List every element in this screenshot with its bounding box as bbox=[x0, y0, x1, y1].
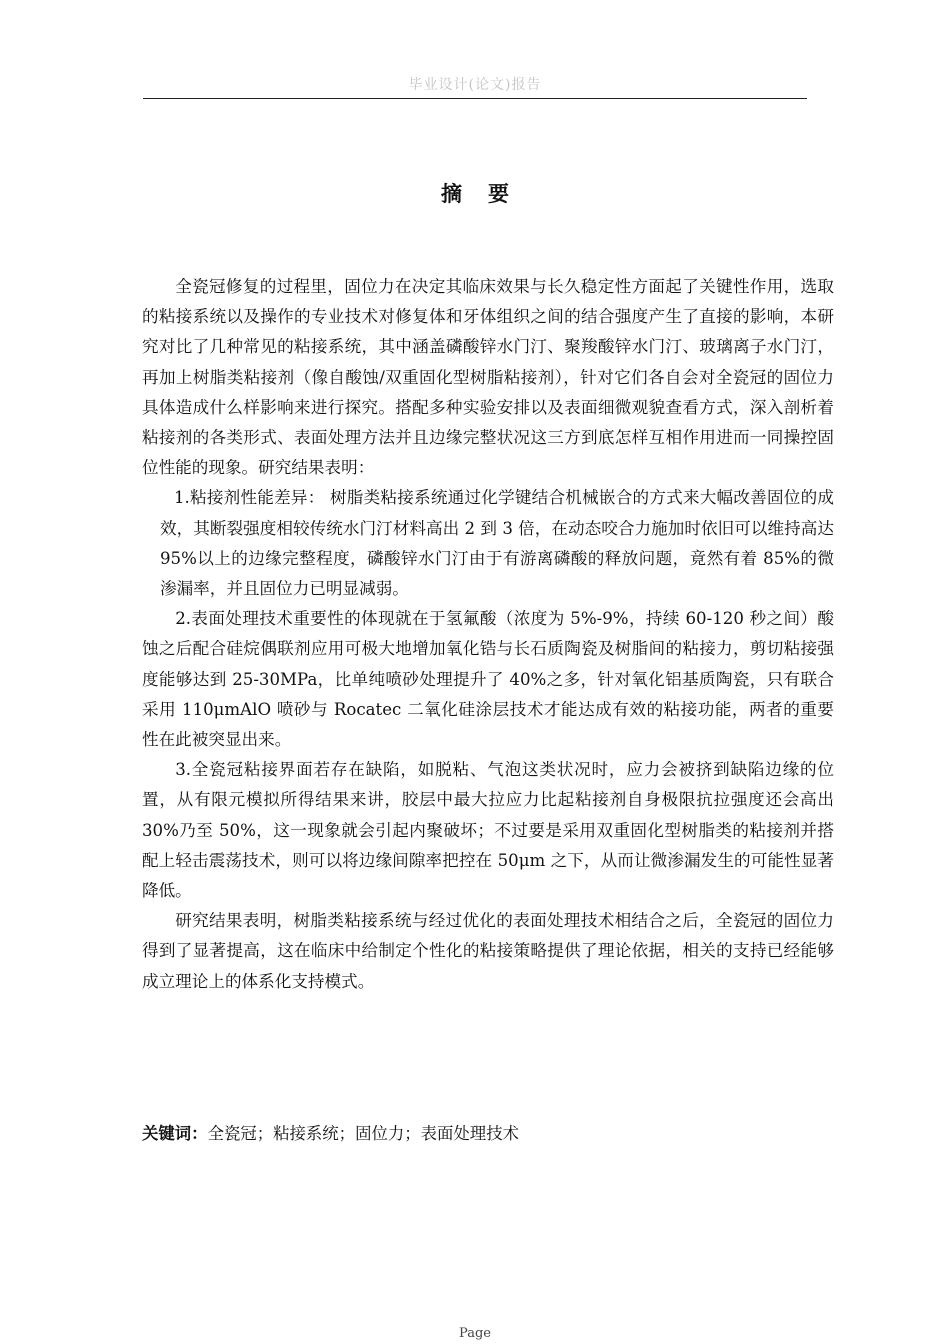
finding-item-1: 1.粘接剂性能差异： 树脂类粘接系统通过化学键结合机械嵌合的方式来大幅改善固位的成效，其断裂强度相较传统水门汀材料高出 2 到 3 倍，在动态咬合力施加时依旧可以维持高达 95%以上的边缘完整程度，磷酸锌水门汀由于有游离磷酸的释放问题，竟然有着 85%的微渗漏率，并且固位力已明显减弱。 bbox=[160, 488, 834, 599]
header-rule bbox=[143, 98, 807, 99]
finding-item-3: 3.全瓷冠粘接界面若存在缺陷，如脱粘、气泡这类状况时，应力会被挤到缺陷边缘的位置，从有限元模拟所得结果来讲，胶层中最大拉应力比起粘接剂自身极限抗拉强度还会高出 30%乃至 50%，这一现象就会引起内聚破坏；不过要是采用双重固化型树脂类的粘接剂并搭配上轻击震荡技术，则可以将边缘间隙率把控在 50μm 之下，从而让微渗漏发生的可能性显著降低。 bbox=[142, 760, 834, 901]
keywords-line bbox=[142, 1120, 519, 1144]
abstract-paragraph-intro: 全瓷冠修复的过程里，固位力在决定其临床效果与长久稳定性方面起了关键性作用，选取的粘接系统以及操作的专业技术对修复体和牙体组织之间的结合强度产生了直接的影响，本研究对比了几种常见的粘接系统，其中涵盖磷酸锌水门汀、聚羧酸锌水门汀、玻璃离子水门汀，再加上树脂类粘接剂（像自酸蚀/双重固化型树脂粘接剂），针对它们各自会对全瓷冠的固位力具体造成什么样影响来进行探究。搭配多种实验安排以及表面细微观貌查看方式，深入剖析着粘接剂的各类形式、表面处理方法并且边缘完整状况这三方到底怎样互相作用进而一同操控固位性能的现象。研究结果表明： bbox=[142, 277, 834, 478]
abstract-paragraph-conclusion: 研究结果表明，树脂类粘接系统与经过优化的表面处理技术相结合之后，全瓷冠的固位力得到了显著提高，这在临床中给制定个性化的粘接策略提供了理论依据，相关的支持已经能够成立理论上的体系化支持模式。 bbox=[142, 911, 834, 991]
finding-item-2: 2.表面处理技术重要性的体现就在于氢氟酸（浓度为 5%-9%，持续 60-120 秒之间）酸蚀之后配合硅烷偶联剂应用可极大地增加氧化锆与长石质陶瓷及树脂间的粘接力，剪切粘接强度能够达到 25-30MPa，比单纯喷砂处理提升了 40%之多，针对氧化铝基质陶瓷，只有联合采用 110μmAlO 喷砂与 Rocatec 二氧化硅涂层技术才能达成有效的粘接功能，两者的重要性在此被突显出来。 bbox=[142, 609, 834, 750]
page-footer: Page bbox=[459, 1326, 491, 1341]
keywords-label: 关键词： bbox=[142, 1124, 208, 1143]
keywords-text: 全瓷冠；粘接系统；固位力；表面处理技术 bbox=[207, 1124, 519, 1143]
running-header: 毕业设计(论文)报告 bbox=[408, 77, 542, 93]
abstract-body bbox=[142, 272, 834, 997]
abstract-title: 摘要 bbox=[441, 182, 535, 206]
